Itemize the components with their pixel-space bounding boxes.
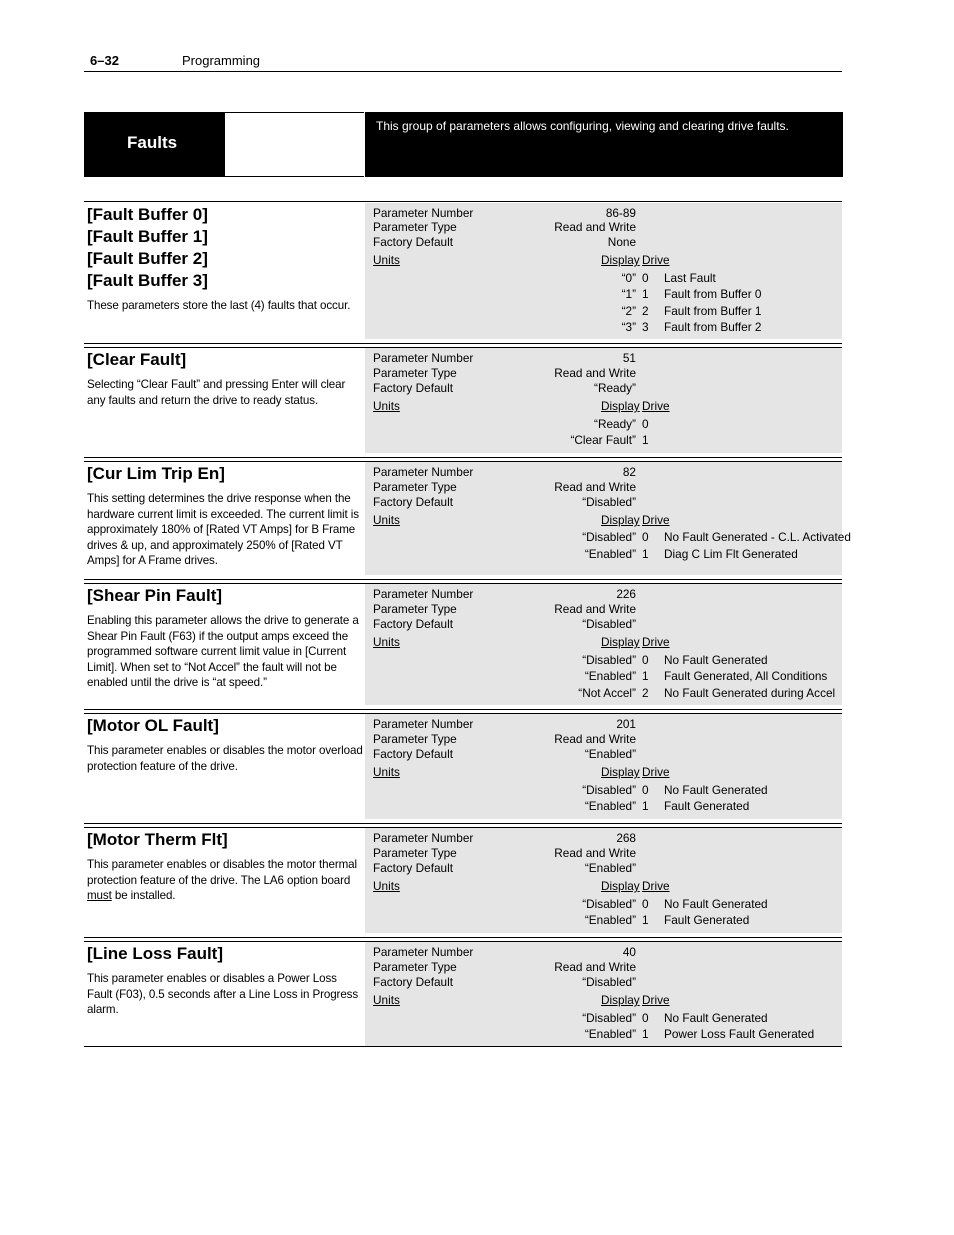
label-parameter-type: Parameter Type	[373, 960, 457, 974]
label-units: Units	[373, 399, 400, 413]
label-factory-default: Factory Default	[373, 617, 453, 631]
param-name: [Motor OL Fault]	[87, 716, 219, 735]
option-description: No Fault Generated	[664, 783, 768, 797]
param-name: [Line Loss Fault]	[87, 944, 223, 963]
option-display: “Clear Fault”	[570, 433, 636, 447]
header-drive: Drive	[642, 993, 670, 1007]
param-name: [Fault Buffer 1]	[87, 227, 208, 246]
option-drive: 0	[642, 783, 649, 797]
page-number: 6–32	[90, 53, 119, 68]
header-display: Display	[601, 765, 640, 779]
value-parameter-number: 40	[622, 945, 636, 959]
option-description: Fault from Buffer 2	[664, 320, 762, 334]
param-name: [Motor Therm Flt]	[87, 830, 228, 849]
value-parameter-type: Read and Write	[554, 846, 636, 860]
value-factory-default: None	[607, 235, 636, 249]
option-display: “2”	[621, 304, 636, 318]
header-drive: Drive	[642, 399, 670, 413]
label-units: Units	[373, 879, 400, 893]
header-drive: Drive	[642, 253, 670, 267]
label-units: Units	[373, 635, 400, 649]
table-bottom-rule	[84, 1046, 842, 1047]
option-description: No Fault Generated	[664, 1011, 768, 1025]
option-drive: 2	[642, 304, 649, 318]
param-name: [Fault Buffer 2]	[87, 249, 208, 268]
header-display: Display	[601, 513, 640, 527]
label-factory-default: Factory Default	[373, 975, 453, 989]
header-drive: Drive	[642, 635, 670, 649]
param-shear-pin-fault	[84, 579, 842, 705]
option-description: Diag C Lim Flt Generated	[664, 547, 798, 561]
label-factory-default: Factory Default	[373, 381, 453, 395]
value-factory-default: “Ready”	[594, 381, 636, 395]
label-units: Units	[373, 513, 400, 527]
option-display: “Disabled”	[582, 1011, 636, 1025]
option-drive: 1	[642, 799, 649, 813]
param-specs	[365, 348, 842, 453]
option-display: “Enabled”	[584, 547, 636, 561]
label-parameter-number: Parameter Number	[373, 206, 474, 220]
option-display: “Disabled”	[582, 783, 636, 797]
param-name: [Fault Buffer 0]	[87, 205, 208, 224]
value-parameter-type: Read and Write	[554, 480, 636, 494]
group-title: Faults	[127, 133, 178, 152]
value-parameter-number: 226	[616, 587, 636, 601]
header-drive: Drive	[642, 879, 670, 893]
option-description: No Fault Generated - C.L. Activated	[664, 530, 851, 544]
option-display: “Enabled”	[584, 669, 636, 683]
header-display: Display	[601, 993, 640, 1007]
param-name: [Fault Buffer 3]	[87, 271, 208, 290]
param-motor-ol-fault	[84, 709, 842, 819]
param-specs	[365, 942, 842, 1047]
header-display: Display	[601, 879, 640, 893]
option-description: Power Loss Fault Generated	[664, 1027, 815, 1041]
option-drive: 0	[642, 530, 649, 544]
option-description: Fault from Buffer 1	[664, 304, 762, 318]
option-drive: 1	[642, 913, 649, 927]
header-drive: Drive	[642, 765, 670, 779]
label-factory-default: Factory Default	[373, 861, 453, 875]
label-parameter-number: Parameter Number	[373, 465, 474, 479]
option-description: Fault from Buffer 0	[664, 287, 762, 301]
param-clear-fault	[84, 343, 842, 453]
section-title: Programming	[182, 53, 261, 68]
group-banner	[84, 112, 843, 177]
label-units: Units	[373, 993, 400, 1007]
header-drive: Drive	[642, 513, 670, 527]
param-description: Selecting “Clear Fault” and pressing Enter will clear any faults and return the drive to ready status.	[87, 378, 346, 407]
option-drive: 0	[642, 271, 649, 285]
param-description: Enabling this parameter allows the drive to generate a Shear Pin Fault (F63) if the output amps exceed the programmed software current limit value in [Current Limit]. When set to “Not Accel” the fault will not be enabled until the drive is “at speed.”	[87, 614, 359, 689]
value-parameter-number: 82	[622, 465, 636, 479]
page-header	[84, 52, 842, 72]
value-parameter-number: 201	[616, 717, 636, 731]
param-specs	[365, 203, 842, 339]
option-display: “Enabled”	[584, 1027, 636, 1041]
option-drive: 1	[642, 547, 649, 561]
option-description: No Fault Generated	[664, 653, 768, 667]
label-units: Units	[373, 765, 400, 779]
param-description: These parameters store the last (4) faults that occur.	[87, 299, 351, 312]
param-specs	[365, 828, 842, 933]
group-title-box	[84, 112, 225, 177]
label-parameter-number: Parameter Number	[373, 351, 474, 365]
value-factory-default: “Disabled”	[582, 975, 636, 989]
label-factory-default: Factory Default	[373, 235, 453, 249]
option-display: “Enabled”	[584, 913, 636, 927]
option-description: Fault Generated	[664, 913, 750, 927]
option-display: “0”	[621, 271, 636, 285]
value-parameter-type: Read and Write	[554, 602, 636, 616]
label-parameter-type: Parameter Type	[373, 366, 457, 380]
label-parameter-type: Parameter Type	[373, 732, 457, 746]
option-display: “Disabled”	[582, 653, 636, 667]
option-drive: 1	[642, 1027, 649, 1041]
option-drive: 0	[642, 1011, 649, 1025]
param-name: [Cur Lim Trip En]	[87, 464, 225, 483]
description-text: This parameter enables or disables the motor thermal protection feature of the drive. The LA6 option board	[87, 858, 357, 887]
value-parameter-type: Read and Write	[554, 220, 636, 234]
label-factory-default: Factory Default	[373, 495, 453, 509]
option-display: “Disabled”	[582, 897, 636, 911]
option-display: “1”	[621, 287, 636, 301]
header-display: Display	[601, 253, 640, 267]
param-motor-therm-flt	[84, 823, 842, 933]
option-display: “3”	[621, 320, 636, 334]
label-factory-default: Factory Default	[373, 747, 453, 761]
value-parameter-type: Read and Write	[554, 366, 636, 380]
param-description: This parameter enables or disables a Power Loss Fault (F03), 0.5 seconds after a Line Loss in Progress alarm.	[87, 972, 359, 1016]
option-display: “Enabled”	[584, 799, 636, 813]
param-specs	[365, 714, 842, 819]
param-fault-buffer	[84, 201, 842, 339]
label-parameter-type: Parameter Type	[373, 220, 457, 234]
option-description: Fault Generated	[664, 799, 750, 813]
option-drive: 2	[642, 686, 649, 700]
value-factory-default: “Enabled”	[584, 747, 636, 761]
option-drive: 1	[642, 287, 649, 301]
label-parameter-type: Parameter Type	[373, 846, 457, 860]
label-parameter-type: Parameter Type	[373, 602, 457, 616]
group-description: This group of parameters allows configuring, viewing and clearing drive faults.	[365, 112, 843, 177]
value-parameter-type: Read and Write	[554, 960, 636, 974]
label-parameter-type: Parameter Type	[373, 480, 457, 494]
option-drive: 0	[642, 417, 649, 431]
option-display: “Not Accel”	[578, 686, 636, 700]
option-description: Fault Generated, All Conditions	[664, 669, 828, 683]
label-parameter-number: Parameter Number	[373, 831, 474, 845]
value-factory-default: “Disabled”	[582, 617, 636, 631]
param-name: [Clear Fault]	[87, 350, 187, 369]
param-name: [Shear Pin Fault]	[87, 586, 223, 605]
label-parameter-number: Parameter Number	[373, 587, 474, 601]
header-display: Display	[601, 635, 640, 649]
option-description: No Fault Generated during Accel	[664, 686, 836, 700]
param-line-loss-fault	[84, 937, 842, 1047]
param-description	[87, 857, 363, 904]
value-parameter-type: Read and Write	[554, 732, 636, 746]
value-parameter-number: 51	[622, 351, 636, 365]
option-drive: 1	[642, 433, 649, 447]
value-factory-default: “Disabled”	[582, 495, 636, 509]
banner-spacer	[225, 112, 364, 177]
option-description: Last Fault	[664, 271, 716, 285]
option-drive: 3	[642, 320, 649, 334]
option-drive: 0	[642, 653, 649, 667]
label-parameter-number: Parameter Number	[373, 945, 474, 959]
value-parameter-number: 268	[616, 831, 636, 845]
option-display: “Ready”	[594, 417, 636, 431]
param-specs	[365, 584, 842, 705]
value-factory-default: “Enabled”	[584, 861, 636, 875]
header-display: Display	[601, 399, 640, 413]
option-drive: 0	[642, 897, 649, 911]
option-display: “Disabled”	[582, 530, 636, 544]
label-parameter-number: Parameter Number	[373, 717, 474, 731]
label-units: Units	[373, 253, 400, 267]
description-emphasis: must	[87, 889, 112, 902]
description-text: be installed.	[111, 889, 176, 902]
param-description: This setting determines the drive response when the hardware current limit is exceeded. The current limit is approximately 180% of [Rated VT Amps] for B Frame drives & up, and approximately 250% of [Rated VT Amps] for A Frame drives.	[87, 492, 359, 567]
value-parameter-number: 86-89	[605, 206, 636, 220]
option-drive: 1	[642, 669, 649, 683]
option-description: No Fault Generated	[664, 897, 768, 911]
param-specs	[365, 462, 851, 575]
param-cur-lim-trip-en	[84, 457, 851, 575]
param-description: This parameter enables or disables the motor overload protection feature of the drive.	[87, 744, 363, 773]
